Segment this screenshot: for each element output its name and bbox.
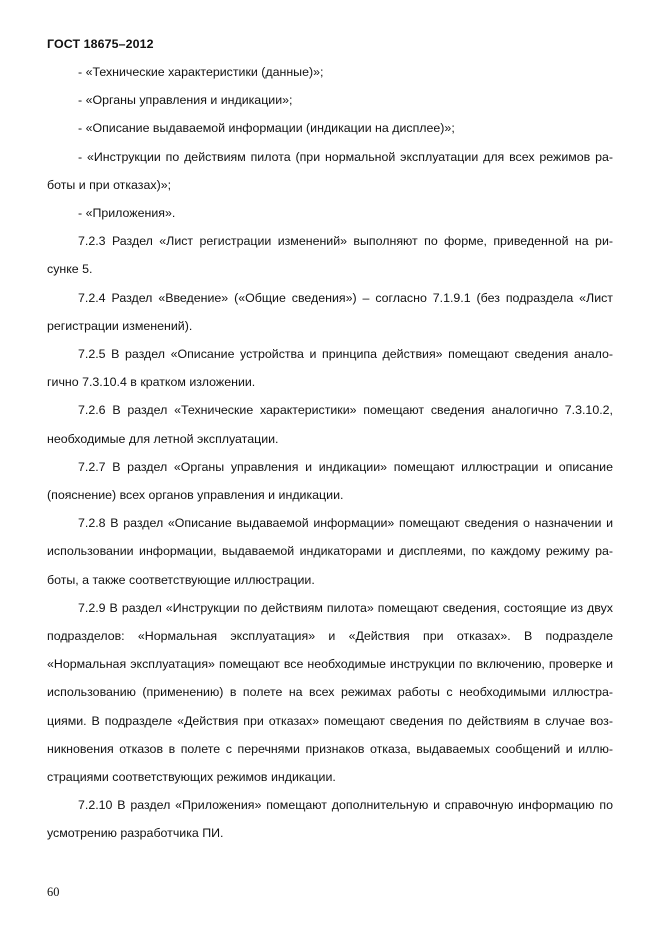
list-item: - «Инструкции по действиям пилота (при нормальной эксплуатации для всех режимов ра-боты и при отказах)»; [47,149,613,192]
paragraph-7-2-6: 7.2.6 В раздел «Технические характеристики» помещают сведения аналогично 7.3.10.2, необходимые для летной эксплуатации. [47,403,613,446]
list-item: - «Органы управления и индикации»; [78,93,293,108]
paragraph-7-2-3: 7.2.3 Раздел «Лист регистрации изменений» выполняют по форме, приведенной на ри-сунке 5. [47,234,613,277]
paragraph-7-2-4: 7.2.4 Раздел «Введение» («Общие сведения») – согласно 7.1.9.1 (без подраздела «Лист регистрации изменений). [47,290,613,333]
list-item: - «Описание выдаваемой информации (индикации на дисплее)»; [78,121,455,136]
document-body [47,58,613,848]
paragraph-7-2-8: 7.2.8 В раздел «Описание выдаваемой информации» помещают сведения о назначении и использовании информации, выдаваемой индикаторами и дисплеями, по каждому режиму ра-боты, а также соответствующие иллюстрации. [47,516,613,587]
list-item: - «Приложения». [78,206,176,221]
document-header: ГОСТ 18675–2012 [47,37,154,51]
paragraph-7-2-9: 7.2.9 В раздел «Инструкции по действиям пилота» помещают сведения, состоящие из двух подразделов: «Нормальная эксплуатация» и «Действия при отказах». В подразделе «Нормальная эксплуатация» помещают все необходимые инструкции по включению, проверке и использованию (применению) в полете на всех режимах работы с необходимыми иллюстра-циями. В подразделе «Действия при отказах» помещают сведения по действиям в случае воз-никновения отказов в полете с перечнями признаков отказа, выдаваемых сообщений и иллю-страциями соответствующих режимов индикации. [47,600,613,785]
paragraph-7-2-10: 7.2.10 В раздел «Приложения» помещают дополнительную и справочную информацию по усмотрению разработчика ПИ. [47,798,613,841]
paragraph-7-2-7: 7.2.7 В раздел «Органы управления и индикации» помещают иллюстрации и описание (пояснение) всех органов управления и индикации. [47,459,613,503]
list-item: - «Технические характеристики (данные)»; [78,65,324,79]
paragraph-7-2-5: 7.2.5 В раздел «Описание устройства и принципа действия» помещают сведения анало-гично 7.3.10.4 в кратком изложении. [47,347,613,390]
page-number: 60 [47,885,60,899]
